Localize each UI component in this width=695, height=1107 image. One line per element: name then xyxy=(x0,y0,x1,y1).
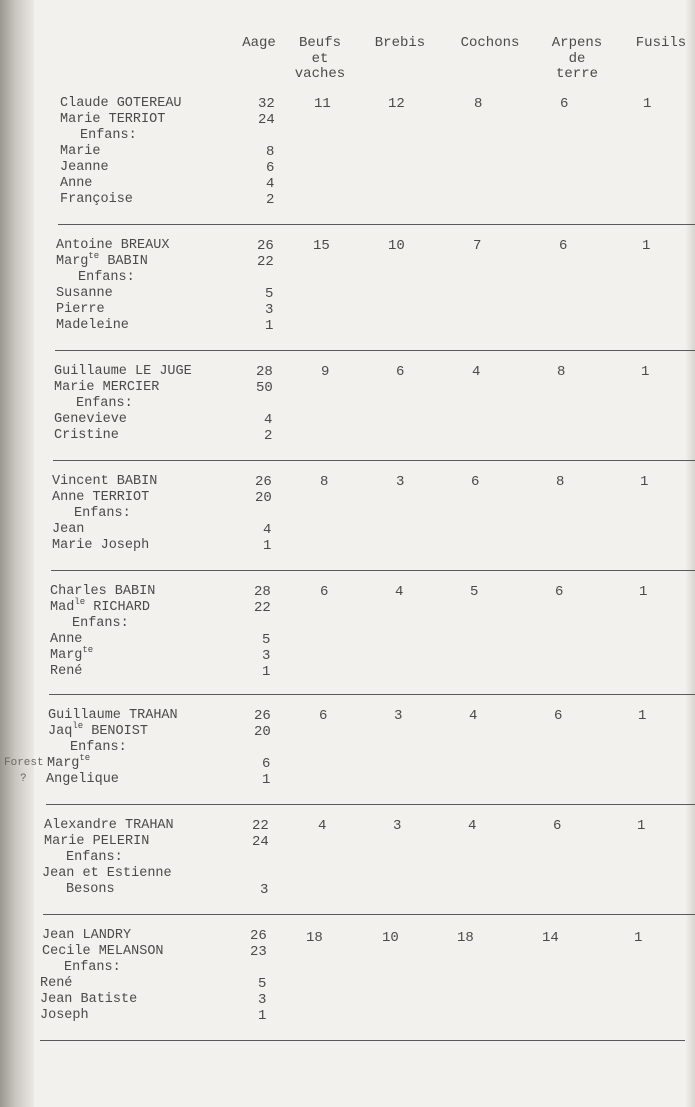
head-age: 26 xyxy=(255,474,272,490)
head-name: Guillaume LE JUGE xyxy=(54,364,192,379)
sheep-count: 12 xyxy=(388,96,405,112)
land-count: 6 xyxy=(554,708,563,724)
pigs-count: 4 xyxy=(472,364,481,380)
pigs-count: 8 xyxy=(474,96,483,112)
children-label: Enfans: xyxy=(66,850,123,865)
child-name: Marie xyxy=(60,144,101,159)
child-age: 3 xyxy=(258,992,267,1008)
separator-line xyxy=(40,1040,685,1041)
head-name: Jean LANDRY xyxy=(42,928,132,943)
separator-line xyxy=(46,804,695,805)
header-land xyxy=(544,36,610,83)
cattle-count: 18 xyxy=(306,930,323,946)
head-name: Guillaume TRAHAN xyxy=(48,708,178,723)
child-age: 1 xyxy=(258,1008,267,1024)
child-name: Jean Batiste xyxy=(40,992,138,1007)
page-edge-shadow xyxy=(685,0,695,1107)
child-name: Anne xyxy=(60,176,93,191)
child-age: 5 xyxy=(265,286,274,302)
separator-line xyxy=(58,224,695,225)
head-age: 26 xyxy=(250,928,267,944)
child-name: Pierre xyxy=(56,302,105,317)
separator-line xyxy=(43,914,695,915)
children-label: Enfans: xyxy=(78,270,135,285)
child-age: 1 xyxy=(262,772,271,788)
wife-age: 23 xyxy=(250,944,267,960)
wife-name: Anne TERRIOT xyxy=(52,490,150,505)
child-name: Anne xyxy=(50,632,83,647)
child-age: 1 xyxy=(265,318,274,334)
child-age: 2 xyxy=(264,428,273,444)
head-name: Alexandre TRAHAN xyxy=(44,818,174,833)
wife-name xyxy=(50,597,150,616)
header-cattle xyxy=(290,36,350,83)
guns-count: 1 xyxy=(639,584,648,600)
child-name: Besons xyxy=(66,882,115,897)
child-age: 5 xyxy=(258,976,267,992)
child-name: Angelique xyxy=(46,772,119,787)
children-label: Enfans: xyxy=(72,616,129,631)
header-sheep: Brebis xyxy=(374,35,426,51)
land-count: 6 xyxy=(555,584,564,600)
wife-name-sup: te xyxy=(88,251,100,261)
child-name: Jean xyxy=(52,522,85,537)
children-label: Enfans: xyxy=(76,396,133,411)
book-gutter-shadow xyxy=(0,0,34,1107)
guns-count: 1 xyxy=(634,930,643,946)
child-age: 4 xyxy=(266,176,275,192)
sheep-count: 10 xyxy=(382,930,399,946)
head-age: 26 xyxy=(254,708,271,724)
land-count: 6 xyxy=(560,96,569,112)
header-cattle-line1: Beufs xyxy=(298,35,341,51)
separator-line xyxy=(51,570,695,571)
pigs-count: 18 xyxy=(457,930,474,946)
child-age: 4 xyxy=(263,522,272,538)
head-age: 32 xyxy=(258,96,275,112)
child-name: Madeleine xyxy=(56,318,129,333)
child-name: Cristine xyxy=(54,428,119,443)
head-age: 22 xyxy=(252,818,269,834)
guns-count: 1 xyxy=(640,474,649,490)
head-age: 28 xyxy=(254,584,271,600)
child-age: 2 xyxy=(266,192,275,208)
child-age: 3 xyxy=(260,882,269,898)
pigs-count: 5 xyxy=(470,584,479,600)
pigs-count: 6 xyxy=(471,474,480,490)
children-label: Enfans: xyxy=(74,506,131,521)
land-count: 14 xyxy=(542,930,559,946)
header-pigs: Cochons xyxy=(460,35,520,51)
child-name-sup: te xyxy=(79,753,91,763)
head-name: Vincent BABIN xyxy=(52,474,158,489)
cattle-count: 9 xyxy=(321,364,330,380)
separator-line xyxy=(55,350,695,351)
header-land-line3: terre xyxy=(555,66,598,82)
header-cattle-line2: et xyxy=(311,50,329,67)
child-age: 8 xyxy=(266,144,275,160)
children-label: Enfans: xyxy=(64,960,121,975)
wife-name-part: BABIN xyxy=(99,254,148,269)
wife-age: 50 xyxy=(256,380,273,396)
child-age: 6 xyxy=(262,756,271,772)
head-name: Charles BABIN xyxy=(50,584,156,599)
children-label: Enfans: xyxy=(80,128,137,143)
cattle-count: 6 xyxy=(319,708,328,724)
child-age: 3 xyxy=(265,302,274,318)
header-land-line2: de xyxy=(568,50,586,67)
land-count: 6 xyxy=(553,818,562,834)
land-count: 8 xyxy=(557,364,566,380)
head-age: 26 xyxy=(257,238,274,254)
head-name: Claude GOTEREAU xyxy=(60,96,182,111)
guns-count: 1 xyxy=(642,238,651,254)
sheep-count: 6 xyxy=(396,364,405,380)
child-name: Marie Joseph xyxy=(52,538,150,553)
wife-name: Cecile MELANSON xyxy=(42,944,164,959)
wife-age: 20 xyxy=(255,490,272,506)
sheep-count: 3 xyxy=(394,708,403,724)
guns-count: 1 xyxy=(641,364,650,380)
child-name: René xyxy=(50,664,83,679)
child-name-part: Marg xyxy=(50,648,83,663)
child-name: René xyxy=(40,976,73,991)
wife-name-part: RICHARD xyxy=(85,600,150,615)
child-name-part: Marg xyxy=(47,756,80,771)
pigs-count: 4 xyxy=(469,708,478,724)
child-age: 4 xyxy=(264,412,273,428)
wife-name: Marie PELERIN xyxy=(44,834,150,849)
wife-name: Marie MERCIER xyxy=(54,380,160,395)
separator-line xyxy=(53,460,695,461)
wife-name xyxy=(56,251,148,270)
wife-age: 24 xyxy=(258,112,275,128)
head-name: Antoine BREAUX xyxy=(56,238,170,253)
sheep-count: 10 xyxy=(388,238,405,254)
cattle-count: 4 xyxy=(318,818,327,834)
wife-name xyxy=(48,721,148,740)
wife-name-sup: le xyxy=(74,597,86,607)
child-name xyxy=(47,753,91,772)
cattle-count: 15 xyxy=(313,238,330,254)
land-count: 6 xyxy=(559,238,568,254)
wife-age: 24 xyxy=(252,834,269,850)
header-age: Aage xyxy=(242,35,276,51)
pigs-count: 7 xyxy=(473,238,482,254)
guns-count: 1 xyxy=(637,818,646,834)
child-name: Genevieve xyxy=(54,412,127,427)
land-count: 8 xyxy=(556,474,565,490)
child-age: 6 xyxy=(266,160,275,176)
header-land-line1: Arpens xyxy=(551,35,603,51)
child-name: Joseph xyxy=(40,1008,89,1023)
sheep-count: 3 xyxy=(396,474,405,490)
sheep-count: 4 xyxy=(395,584,404,600)
margin-note: Forest xyxy=(4,757,44,769)
child-age: 5 xyxy=(262,632,271,648)
child-name: Susanne xyxy=(56,286,113,301)
guns-count: 1 xyxy=(638,708,647,724)
child-name: Jeanne xyxy=(60,160,109,175)
cattle-count: 6 xyxy=(320,584,329,600)
wife-name-sup: le xyxy=(72,721,84,731)
child-name: Françoise xyxy=(60,192,133,207)
child-age: 1 xyxy=(262,664,271,680)
child-age: 3 xyxy=(262,648,271,664)
wife-age: 20 xyxy=(254,724,271,740)
child-name-sup: te xyxy=(82,645,94,655)
wife-age: 22 xyxy=(257,254,274,270)
head-age: 28 xyxy=(256,364,273,380)
wife-name: Marie TERRIOT xyxy=(60,112,166,127)
separator-line xyxy=(49,694,695,695)
header-cattle-line3: vaches xyxy=(294,66,346,82)
cattle-count: 8 xyxy=(320,474,329,490)
wife-name-part: Jaq xyxy=(48,724,73,739)
child-age: 1 xyxy=(263,538,272,554)
guns-count: 1 xyxy=(643,96,652,112)
wife-name-part: Mad xyxy=(50,600,75,615)
pigs-count: 4 xyxy=(468,818,477,834)
cattle-count: 11 xyxy=(314,96,331,112)
header-guns: Fusils xyxy=(635,35,687,51)
children-label: Enfans: xyxy=(70,740,127,755)
sheep-count: 3 xyxy=(393,818,402,834)
wife-name-part: BENOIST xyxy=(83,724,148,739)
wife-age: 22 xyxy=(254,600,271,616)
wife-name-part: Marg xyxy=(56,254,89,269)
child-name: Jean et Estienne xyxy=(42,866,172,881)
child-name xyxy=(50,645,94,664)
margin-query: ? xyxy=(20,773,27,785)
